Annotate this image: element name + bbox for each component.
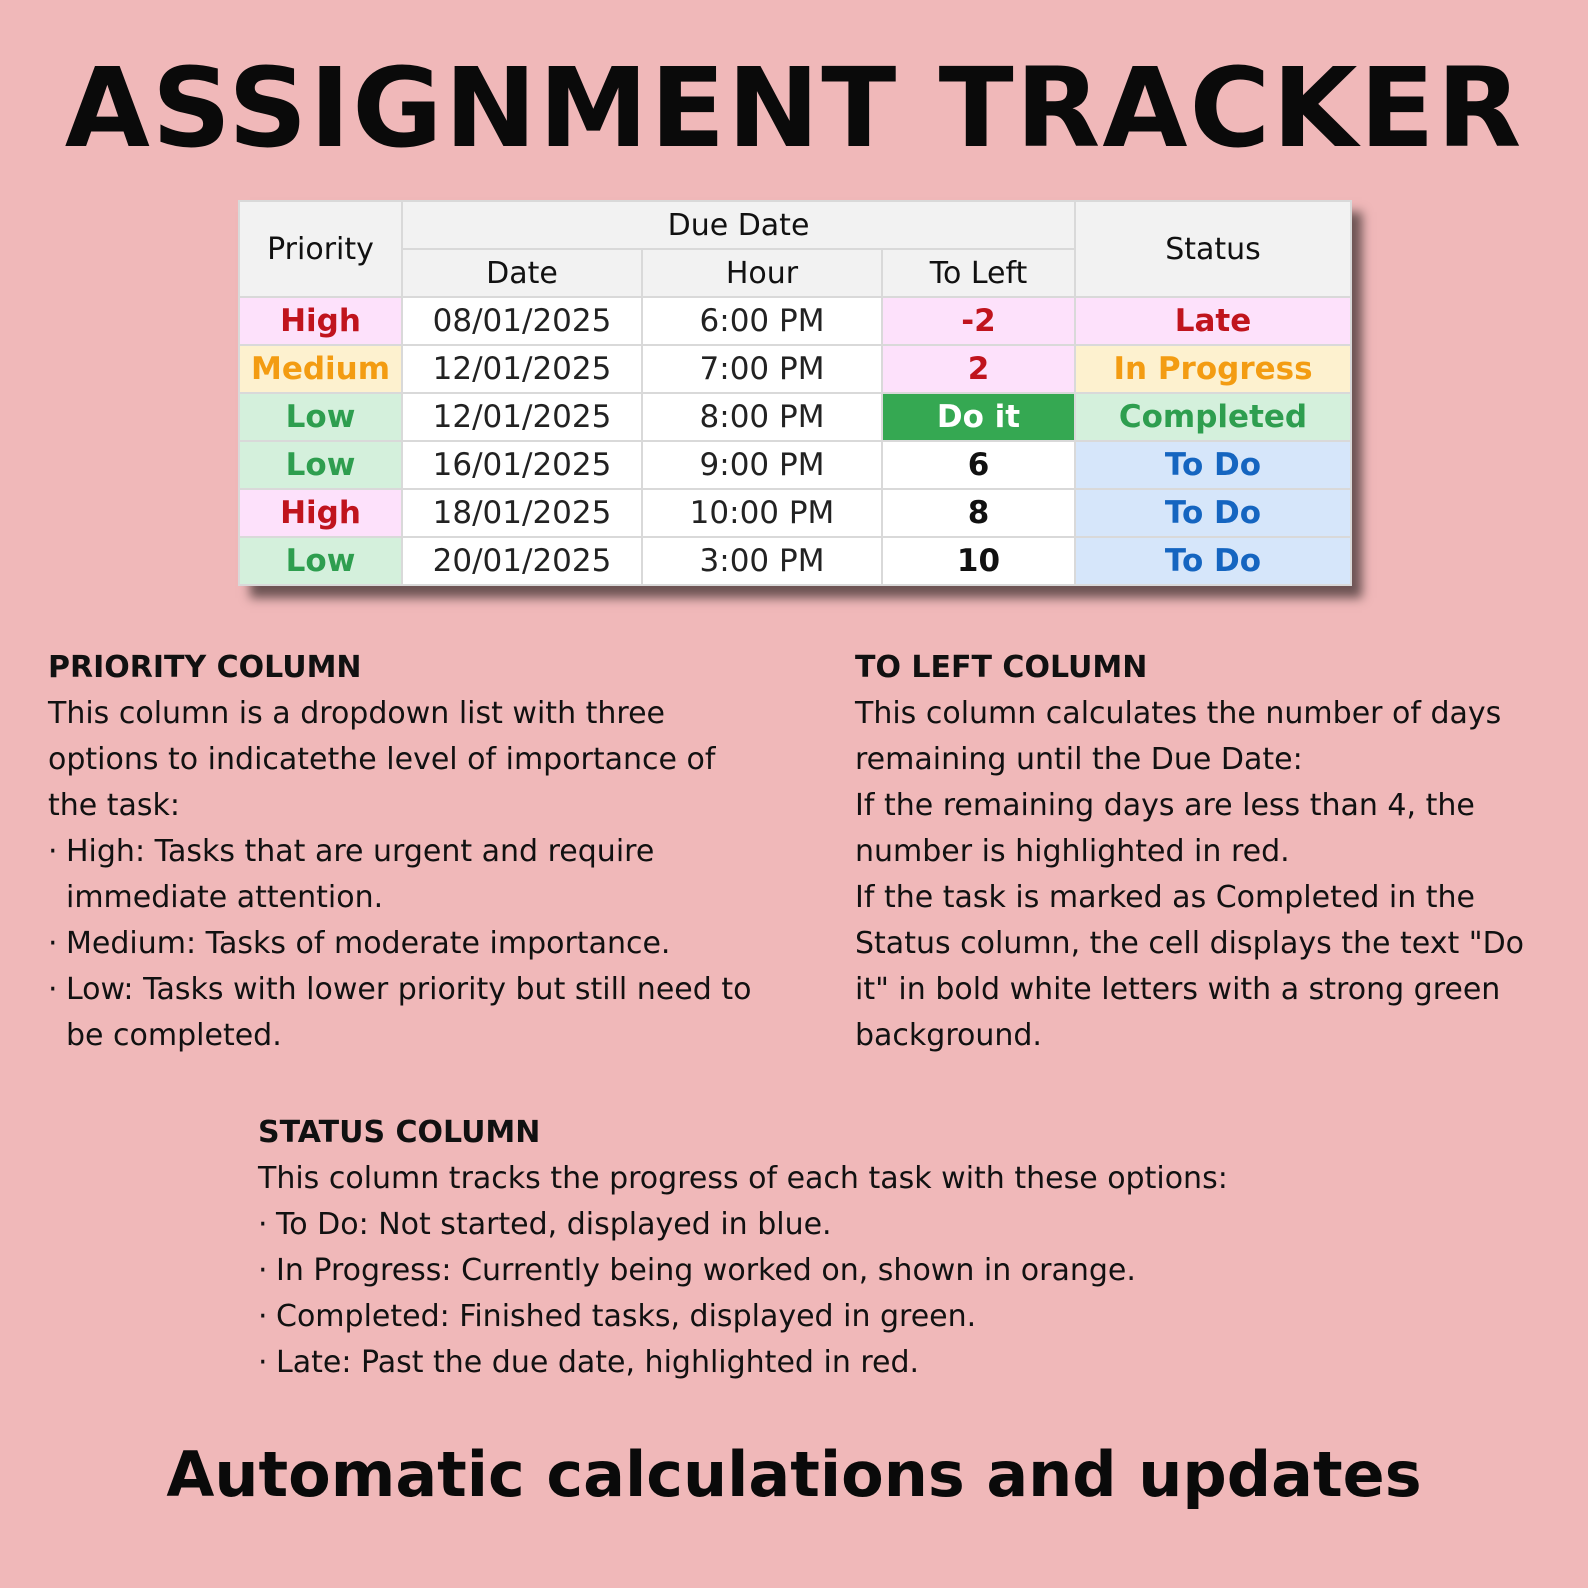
to-left-cell: 10	[882, 537, 1075, 585]
status-cell[interactable]: To Do	[1075, 441, 1351, 489]
priority-cell[interactable]: High	[239, 489, 402, 537]
status-cell[interactable]: In Progress	[1075, 345, 1351, 393]
status-bullet-late: · Late: Past the due date, highlighted in red.	[258, 1340, 1358, 1386]
status-bullet-completed: · Completed: Finished tasks, displayed in green.	[258, 1294, 1358, 1340]
to-left-cell: 8	[882, 489, 1075, 537]
to-left-column-heading: TO LEFT COLUMN	[855, 650, 1148, 685]
header-priority: Priority	[239, 201, 402, 297]
status-column-intro: This column tracks the progress of each task with these options:	[258, 1161, 1228, 1196]
hour-cell[interactable]: 8:00 PM	[642, 393, 882, 441]
priority-column-heading: PRIORITY COLUMN	[48, 650, 362, 685]
priority-cell[interactable]: High	[239, 297, 402, 345]
status-column-section	[258, 1110, 1358, 1386]
status-cell[interactable]: Completed	[1075, 393, 1351, 441]
date-cell[interactable]: 16/01/2025	[402, 441, 642, 489]
table-row	[239, 489, 1351, 537]
table-row	[239, 393, 1351, 441]
page-title: ASSIGNMENT TRACKER	[64, 44, 1524, 172]
footer-tagline: Automatic calculations and updates	[166, 1438, 1422, 1511]
hour-cell[interactable]: 3:00 PM	[642, 537, 882, 585]
table-row	[239, 537, 1351, 585]
status-bullet-in-progress: · In Progress: Currently being worked on, shown in orange.	[258, 1248, 1358, 1294]
to-left-cell: 2	[882, 345, 1075, 393]
tracker-table-container	[238, 200, 1350, 586]
header-status: Status	[1075, 201, 1351, 297]
hour-cell[interactable]: 9:00 PM	[642, 441, 882, 489]
to-left-line-3: If the task is marked as Completed in the Status column, the cell displays the text "Do it" in bold white letters with a strong green background.	[855, 880, 1525, 1053]
tracker-table	[238, 200, 1352, 586]
table-row	[239, 441, 1351, 489]
date-cell[interactable]: 08/01/2025	[402, 297, 642, 345]
status-cell[interactable]: To Do	[1075, 537, 1351, 585]
header-to-left: To Left	[882, 249, 1075, 297]
to-left-column-section	[855, 645, 1555, 1059]
to-left-cell: Do it	[882, 393, 1075, 441]
to-left-cell: -2	[882, 297, 1075, 345]
status-cell[interactable]: To Do	[1075, 489, 1351, 537]
priority-cell[interactable]: Medium	[239, 345, 402, 393]
hour-cell[interactable]: 10:00 PM	[642, 489, 882, 537]
header-hour: Hour	[642, 249, 882, 297]
hour-cell[interactable]: 7:00 PM	[642, 345, 882, 393]
to-left-line-1: This column calculates the number of days remaining until the Due Date:	[855, 696, 1502, 777]
hour-cell[interactable]: 6:00 PM	[642, 297, 882, 345]
date-cell[interactable]: 12/01/2025	[402, 393, 642, 441]
priority-cell[interactable]: Low	[239, 393, 402, 441]
date-cell[interactable]: 18/01/2025	[402, 489, 642, 537]
to-left-cell: 6	[882, 441, 1075, 489]
priority-column-section	[48, 645, 768, 1059]
status-bullet-todo: · To Do: Not started, displayed in blue.	[258, 1202, 1358, 1248]
priority-cell[interactable]: Low	[239, 441, 402, 489]
date-cell[interactable]: 20/01/2025	[402, 537, 642, 585]
table-row	[239, 297, 1351, 345]
to-left-line-2: If the remaining days are less than 4, the number is highlighted in red.	[855, 788, 1475, 869]
status-cell[interactable]: Late	[1075, 297, 1351, 345]
date-cell[interactable]: 12/01/2025	[402, 345, 642, 393]
priority-bullet-low: · Low: Tasks with lower priority but still need to be completed.	[48, 967, 768, 1059]
priority-bullet-medium: · Medium: Tasks of moderate importance.	[48, 921, 768, 967]
table-row	[239, 345, 1351, 393]
header-due-date: Due Date	[402, 201, 1075, 249]
priority-bullet-high: · High: Tasks that are urgent and require immediate attention.	[48, 829, 768, 921]
priority-column-intro: This column is a dropdown list with three options to indicatethe level of importance of the task:	[48, 696, 716, 823]
header-date: Date	[402, 249, 642, 297]
priority-cell[interactable]: Low	[239, 537, 402, 585]
status-column-heading: STATUS COLUMN	[258, 1115, 541, 1150]
